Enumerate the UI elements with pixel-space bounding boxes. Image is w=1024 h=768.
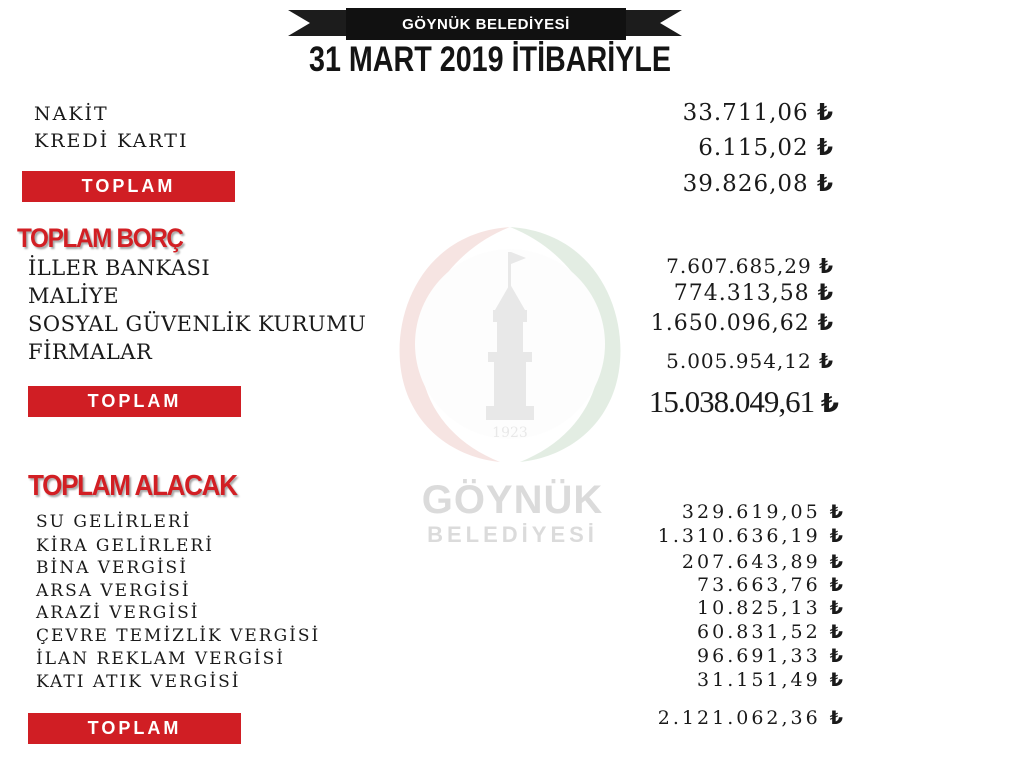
- receivable-item-amount: 10.825,13 ₺: [697, 597, 846, 619]
- watermark-text-line1: GÖYNÜK: [421, 478, 604, 522]
- org-name: GÖYNÜK BELEDİYESİ: [346, 8, 626, 40]
- debt-total-amount: 15.038.049,61 ₺: [648, 384, 838, 419]
- receivable-item-amount: 207.643,89 ₺: [681, 551, 846, 573]
- debt-item-amount: 5.005.954,12 ₺: [666, 349, 834, 373]
- receivable-item-label: İLAN REKLAM VERGİSİ: [36, 649, 285, 669]
- cash-total-amount: 39.826,08 ₺: [682, 171, 834, 197]
- ribbon-tail-left: [288, 10, 346, 36]
- receivables-heading: TOPLAM ALACAK: [28, 470, 237, 502]
- debt-item-amount: 7.607.685,29 ₺: [666, 254, 834, 278]
- receivable-item-amount: 329.619,05 ₺: [681, 501, 846, 523]
- cash-total-label: TOPLAM: [22, 171, 235, 202]
- receivable-item-label: ÇEVRE TEMİZLİK VERGİSİ: [36, 626, 321, 646]
- receivable-item-label: KATI ATIK VERGİSİ: [36, 672, 241, 692]
- receivable-item-label: KİRA GELİRLERİ: [36, 536, 214, 556]
- page-title: 31 MART 2019 İTİBARİYLE: [308, 40, 672, 79]
- lira-icon: ₺: [820, 389, 838, 419]
- lira-icon: ₺: [816, 100, 834, 126]
- debt-item-label: MALİYE: [28, 284, 120, 308]
- receivable-item-label: BİNA VERGİSİ: [36, 558, 188, 578]
- lira-icon: ₺: [817, 311, 834, 336]
- cash-item-label: KREDİ KARTI: [34, 130, 189, 152]
- debt-item-label: SOSYAL GÜVENLİK KURUMU: [28, 312, 367, 336]
- lira-icon: ₺: [829, 551, 846, 573]
- lira-icon: ₺: [829, 707, 846, 729]
- lira-icon: ₺: [829, 501, 846, 523]
- lira-icon: ₺: [816, 171, 834, 197]
- lira-icon: ₺: [829, 645, 846, 667]
- receivable-item-amount: 60.831,52 ₺: [697, 621, 846, 643]
- lira-icon: ₺: [816, 135, 834, 161]
- debt-item-label: İLLER BANKASI: [28, 256, 211, 280]
- receivable-item-amount: 1.310.636,19 ₺: [657, 525, 846, 547]
- header-ribbon: [288, 8, 682, 38]
- watermark-year: 1923: [492, 425, 528, 441]
- receivable-item-label: SU GELİRLERİ: [36, 512, 192, 532]
- watermark-text-line2: BELEDİYESİ: [427, 522, 598, 547]
- receivable-item-label: ARSA VERGİSİ: [36, 581, 191, 601]
- lira-icon: ₺: [829, 525, 846, 547]
- receivables-total-label: TOPLAM: [28, 713, 241, 744]
- debt-item-amount: 1.650.096,62 ₺: [650, 311, 834, 336]
- lira-icon: ₺: [829, 669, 846, 691]
- receivable-item-amount: 96.691,33 ₺: [697, 645, 846, 667]
- lira-icon: ₺: [817, 281, 834, 306]
- debt-heading: TOPLAM BORÇ: [17, 223, 183, 253]
- receivable-item-amount: 73.663,76 ₺: [697, 574, 846, 596]
- debt-item-amount: 774.313,58 ₺: [673, 281, 834, 306]
- cash-item-amount: 6.115,02 ₺: [698, 135, 834, 161]
- cash-item-amount: 33.711,06 ₺: [682, 100, 834, 126]
- lira-icon: ₺: [829, 597, 846, 619]
- lira-icon: ₺: [829, 621, 846, 643]
- lira-icon: ₺: [819, 349, 834, 373]
- ribbon-tail-right: [624, 10, 682, 36]
- cash-item-label: NAKİT: [34, 103, 109, 125]
- receivables-total-amount: 2.121.062,36 ₺: [657, 707, 846, 729]
- receivable-item-amount: 31.151,49 ₺: [697, 669, 846, 691]
- receivable-item-label: ARAZİ VERGİSİ: [36, 603, 200, 623]
- debt-item-label: FİRMALAR: [28, 340, 153, 364]
- lira-icon: ₺: [829, 574, 846, 596]
- debt-total-label: TOPLAM: [28, 386, 241, 417]
- lira-icon: ₺: [819, 254, 834, 278]
